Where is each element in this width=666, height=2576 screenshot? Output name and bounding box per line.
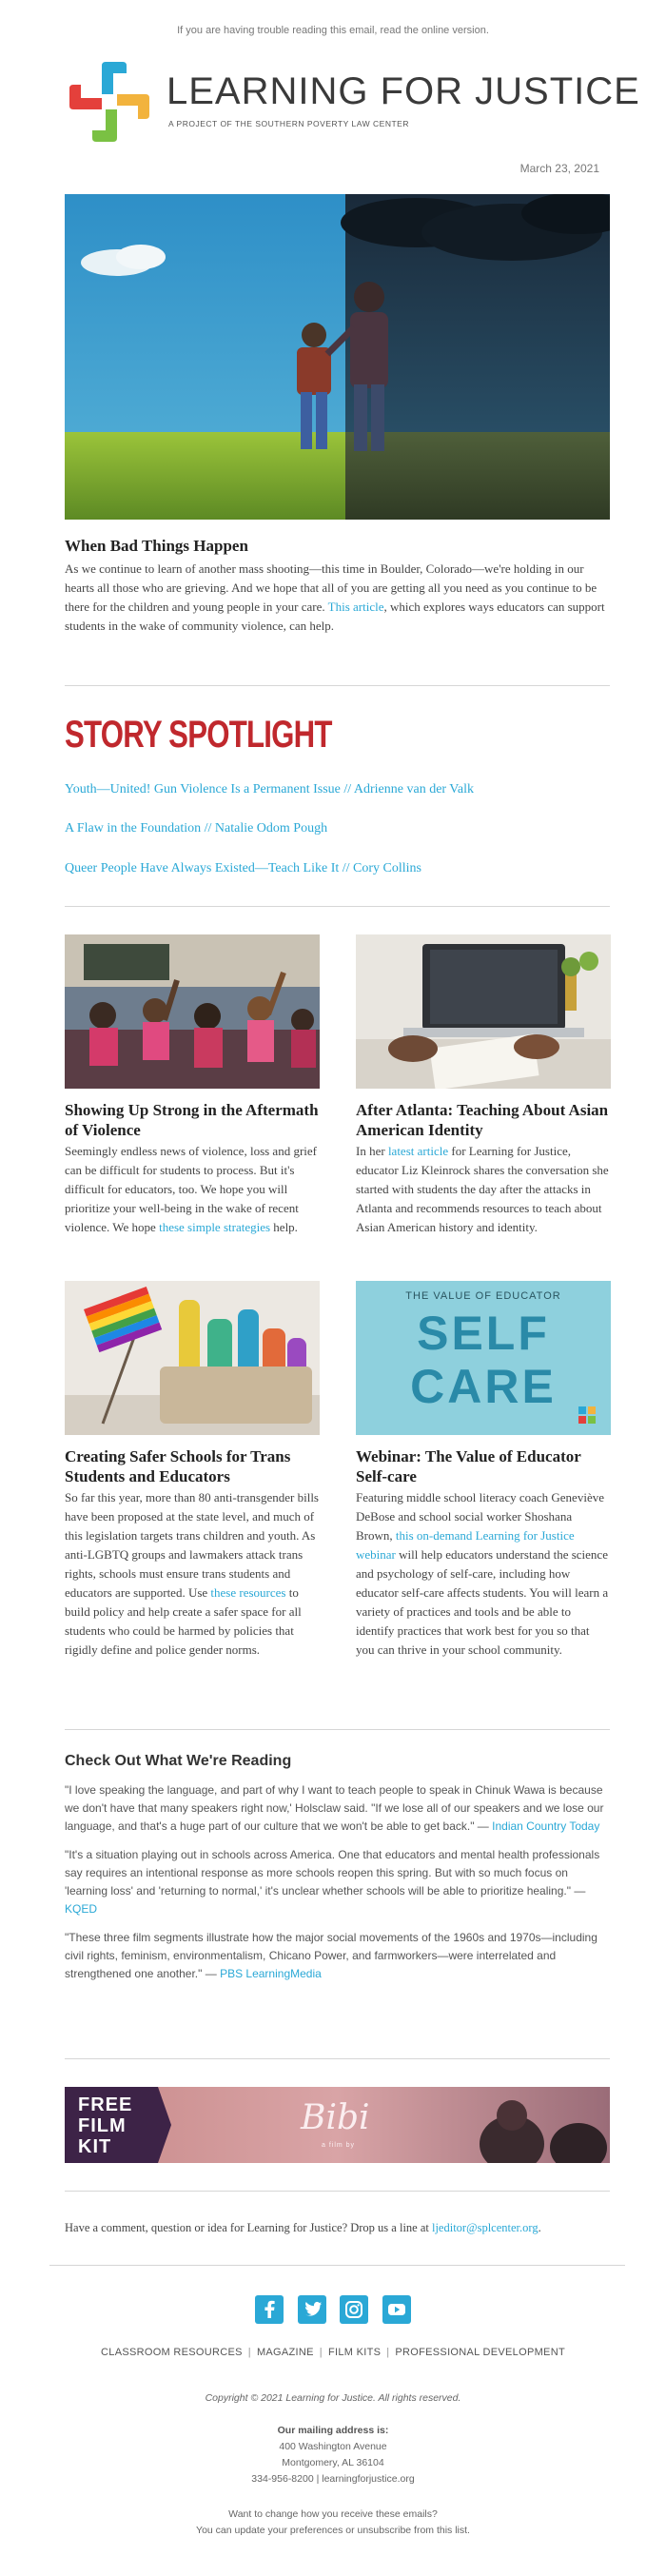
nav-classroom-resources[interactable]: CLASSROOM RESOURCES: [101, 2347, 243, 2358]
address-line-1: 400 Washington Avenue: [279, 2441, 387, 2452]
reading-source-link[interactable]: KQED: [65, 1902, 98, 1916]
youtube-icon[interactable]: [382, 2295, 411, 2324]
pride-flag-supplies-illustration: [65, 1281, 320, 1435]
spotlight-title: STORY SPOTLIGHT: [65, 714, 332, 756]
card-1-image[interactable]: [65, 934, 320, 1089]
lead-story: [65, 537, 610, 636]
spotlight-link-1[interactable]: Youth—United! Gun Violence Is a Permanent Issue // Adrienne van der Valk: [65, 782, 474, 796]
nav-separator: |: [319, 2347, 323, 2358]
reading-section: [65, 1753, 610, 1994]
divider: [65, 906, 610, 907]
film-banner-line2: FILM: [78, 2115, 127, 2136]
card-2-body: [356, 1142, 611, 1237]
footer-nav: [0, 2347, 666, 2358]
card-4-text-end: will help educators understand the science and psychology of self-care, including how educator self-care affects students. You will learn a variety of practices and tools and be able to identify practices that work best for you so that you can thrive in your school community.: [356, 1547, 609, 1657]
logo-title: LEARNING FOR JUSTICE: [166, 70, 640, 112]
film-kit-banner[interactable]: [65, 2087, 610, 2163]
card-2-text-end: for Learning for Justice, educator Liz Kleinrock shares the conversation she started with students the day after the attacks in Atlanta and recommends resources to teach about Asian American history and identity.: [356, 1144, 609, 1234]
lead-story-body: [65, 560, 610, 636]
selfcare-word-2: CARE: [410, 1360, 557, 1413]
lead-story-text-end: , which explores ways educators can support students in the wake of community violence, can help.: [65, 600, 605, 633]
card-2-link[interactable]: latest article: [387, 1144, 449, 1158]
address-line-2: Montgomery, AL 36104: [282, 2457, 384, 2468]
reading-source-link[interactable]: PBS LearningMedia: [220, 1967, 322, 1980]
twitter-icon[interactable]: [298, 2295, 326, 2324]
issue-date: March 23, 2021: [519, 162, 599, 175]
story-spotlight: [65, 714, 407, 757]
reading-quote: "I love speaking the language, and part of why I want to teach people to speak in Chinuk Wawa is because we don't have that many speakers right now,' Holsclaw said. "If we lose all of our speakers and we lose our language, and that's a huge part of our culture that we won't be able to get back." —: [65, 1783, 604, 1833]
card-3-body: [65, 1488, 320, 1660]
lead-story-title: When Bad Things Happen: [65, 537, 248, 555]
classroom-illustration: [65, 934, 320, 1089]
spotlight-link-3[interactable]: Queer People Have Always Existed—Teach Like It // Cory Collins: [65, 861, 421, 875]
copyright: Copyright © 2021 Learning for Justice. All rights reserved.: [205, 2392, 461, 2404]
nav-magazine[interactable]: MAGAZINE: [256, 2347, 314, 2358]
mailing-label: Our mailing address is:: [277, 2425, 389, 2436]
reading-source-link[interactable]: Indian Country Today: [492, 1819, 600, 1833]
film-title: Bibi: [301, 2098, 370, 2137]
card-4-text: Featuring middle school literacy coach Geneviève DeBose and school social worker Shoshana Brown,: [356, 1490, 604, 1543]
nav-separator: |: [386, 2347, 390, 2358]
card-1-body: [65, 1142, 320, 1237]
lead-story-text: As we continue to learn of another mass shooting—this time in Boulder, Colorado—we're holding in our hearts all those who are grieving. And we hope that all of you are getting all you need as you continue to be there for the children and young people in your care.: [65, 561, 597, 614]
feedback-email-link[interactable]: ljeditor@splcenter.org: [431, 2221, 539, 2234]
selfcare-word-1: SELF: [417, 1307, 550, 1360]
divider: [65, 2058, 610, 2059]
card-2-image[interactable]: [356, 934, 611, 1089]
lead-story-link[interactable]: This article: [327, 600, 384, 614]
preheader-text[interactable]: If you are having trouble reading this email, read the online version.: [177, 25, 489, 36]
reading-item: [65, 1846, 610, 1918]
facebook-icon[interactable]: [255, 2295, 284, 2324]
feedback-text: Have a comment, question or idea for Learning for Justice? Drop us a line at: [65, 2221, 429, 2234]
card-2-title: After Atlanta: Teaching About Asian American Identity: [356, 1101, 609, 1139]
laptop-desk-illustration: [356, 934, 611, 1089]
film-banner-line1: FREE: [78, 2094, 133, 2115]
logo-subtitle: A PROJECT OF THE SOUTHERN POVERTY LAW CENTER: [168, 119, 409, 128]
hero-image[interactable]: [65, 194, 610, 520]
card-3-text: So far this year, more than 80 anti-transgender bills have been proposed at the state level, and much of this legislation targets trans children and youth. As anti-LGBTQ groups and lawmakers attack trans rights, schools must ensure trans students and educators are supported. Use: [65, 1490, 319, 1600]
divider: [49, 2265, 625, 2266]
nav-separator: |: [247, 2347, 251, 2358]
nav-professional-development[interactable]: PROFESSIONAL DEVELOPMENT: [395, 2347, 565, 2358]
preferences-link[interactable]: You can update your preferences or unsubscribe from this list.: [196, 2525, 470, 2536]
card-3-title: Creating Safer Schools for Trans Students and Educators: [65, 1447, 291, 1485]
preferences-question: Want to change how you receive these emails?: [228, 2508, 438, 2520]
social-links: [0, 2295, 666, 2324]
selfcare-caption: THE VALUE OF EDUCATOR: [405, 1290, 561, 1302]
card-3-text-end: to build policy and help create a safer space for all students who could be harmed by policies that rigidly define and police gender norms.: [65, 1585, 302, 1657]
card-4-title: Webinar: The Value of Educator Self-care: [356, 1447, 581, 1485]
film-credit: a film by: [322, 2142, 356, 2149]
card-3-link[interactable]: these resources: [210, 1585, 286, 1600]
card-1-link[interactable]: these simple strategies: [159, 1220, 271, 1234]
reading-quote: "These three film segments illustrate how the major social movements of the 1960s and 1970s—including civil rights, feminism, environmentalism, Chicano Power, and farmworkers—were interrelated and strengthened one another." —: [65, 1931, 597, 1980]
spotlight-link-2[interactable]: A Flaw in the Foundation // Natalie Odom Pough: [65, 821, 328, 836]
card-2-text: In her: [356, 1144, 385, 1158]
address-line-3: 334-956-8200 | learningforjustice.org: [251, 2473, 415, 2485]
feedback-line: [65, 2221, 541, 2235]
card-4-link[interactable]: this on-demand Learning for Justice webinar: [356, 1528, 575, 1562]
reading-quote: "It's a situation playing out in schools across America. One that educators and mental health professionals say requires an intentional response as more schools reopen this spring. But with so much focus on 'learning loss' and 'returning to normal,' it's unclear whether schools will be able to prioritize healing." —: [65, 1848, 600, 1898]
divider: [65, 685, 610, 686]
hero-illustration: [65, 194, 610, 520]
film-banner-line3: KIT: [78, 2136, 112, 2157]
divider: [65, 1729, 610, 1730]
card-3-image[interactable]: [65, 1281, 320, 1435]
reading-title: Check Out What We're Reading: [65, 1753, 292, 1769]
hands-logo-icon: [67, 59, 152, 145]
nav-film-kits[interactable]: FILM KITS: [327, 2347, 382, 2358]
reading-item: [65, 1781, 610, 1836]
card-4-body: [356, 1488, 611, 1660]
logo[interactable]: [67, 59, 640, 147]
reading-item: [65, 1929, 610, 1983]
card-4-image[interactable]: [356, 1281, 611, 1435]
divider: [65, 2191, 610, 2192]
card-1-text: Seemingly endless news of violence, loss and grief can be difficult for students to process. But it's difficult for educators, too. We hope you will prioritize your well-being in the wake of recent violence. We hope: [65, 1144, 317, 1234]
feedback-end: .: [538, 2221, 541, 2234]
card-1-title: Showing Up Strong in the Aftermath of Violence: [65, 1101, 319, 1139]
card-1-text-end: help.: [273, 1220, 298, 1234]
mini-logo-icon: [577, 1405, 597, 1426]
instagram-icon[interactable]: [340, 2295, 368, 2324]
